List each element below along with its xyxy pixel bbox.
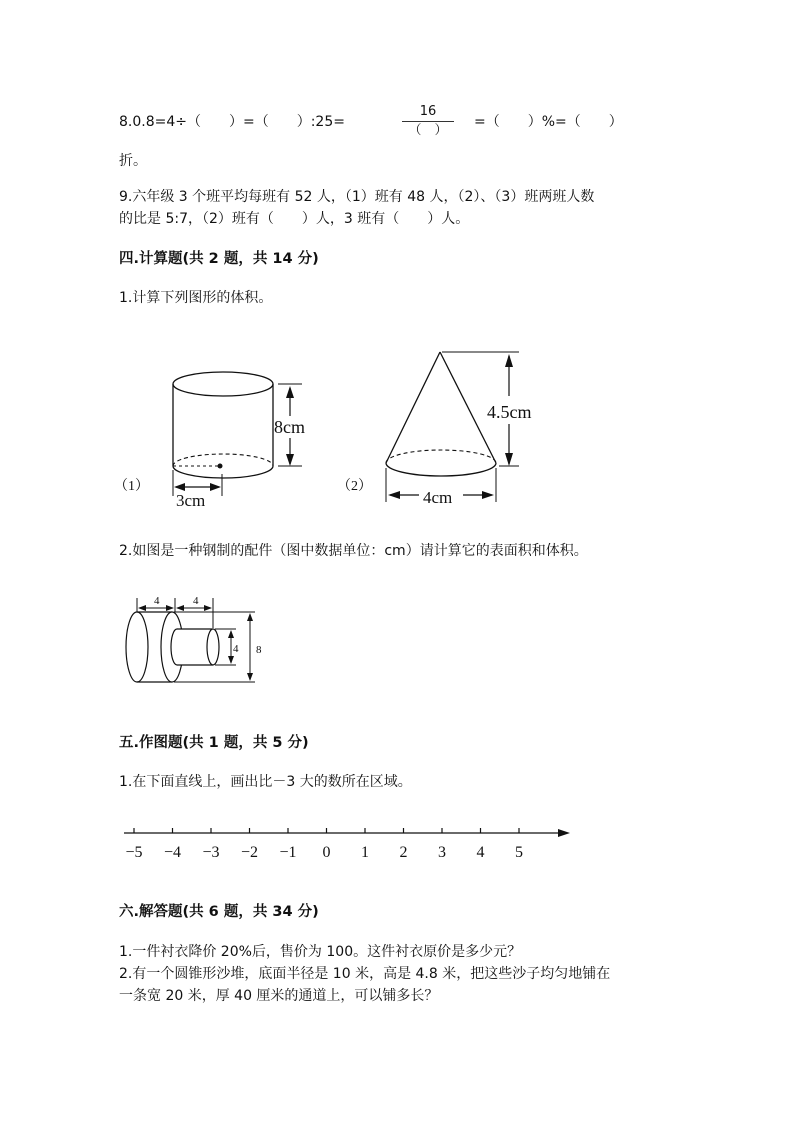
number-line-label: −5 [125, 844, 143, 861]
q8-fraction-bar [402, 121, 454, 122]
sec4-q2-text: 2.如图是一种钢制的配件（图中数据单位：cm）请计算它的表面积和体积。 [119, 543, 588, 559]
cone-height-arrowhead-down [505, 453, 513, 466]
dim-outer-arrowhead-top [247, 613, 253, 621]
section-heading-calculation: 四.计算题(共 2 题，共 14 分) [119, 251, 319, 267]
number-line-label: −3 [202, 844, 220, 861]
dim-arrowhead-1a [138, 605, 146, 611]
cone-diameter-label: 4cm [423, 488, 453, 507]
figure-2-label: （2） [337, 479, 372, 494]
cylinder-radius-arrowhead-left [174, 483, 185, 491]
number-line-label: 0 [322, 844, 331, 861]
cone-base-front [386, 463, 496, 476]
number-line-label: 3 [438, 844, 446, 861]
sec6-q2-line2: 一条宽 20 米，厚 40 厘米的通道上，可以铺多长？ [119, 988, 439, 1004]
q8-fraction-denominator: （ ） [408, 123, 448, 138]
cylinder-top-ellipse [173, 372, 273, 396]
steel-part-figure [118, 590, 278, 695]
dim-label-outer: 8 [256, 644, 262, 656]
number-line-label: −4 [163, 844, 182, 861]
number-line-label: −1 [279, 844, 297, 861]
cylinder-bottom-back [173, 454, 273, 466]
sec6-q2-line1: 2.有一个圆锥形沙堆，底面半径是 10 米，高是 4.8 米，把这些沙子均匀地铺在 [119, 966, 611, 982]
cylinder-bottom-front [173, 466, 273, 478]
q9-line2: 的比是 5:7，（2）班有（ ）人，3 班有（ ）人。 [119, 211, 470, 227]
inner-cylinder-right-face [207, 629, 219, 665]
sec6-q1-text: 1.一件衬衣降价 20%后，售价为 100。这件衬衣原价是多少元？ [119, 944, 522, 960]
cylinder-height-label: 8cm [274, 417, 305, 437]
number-line-label: −2 [240, 844, 259, 861]
cylinder-center-dot [218, 464, 223, 469]
number-line [118, 820, 578, 870]
cone-figure [335, 340, 565, 510]
number-line-label: 1 [361, 844, 369, 861]
cylinder-radius-label: 3cm [176, 491, 206, 510]
sec5-q1-text: 1.在下面直线上，画出比－3 大的数所在区域。 [119, 774, 412, 790]
cone-diameter-arrowhead-left [388, 491, 400, 499]
q8-line1 [119, 111, 345, 131]
dim-inner-arrowhead-top [228, 630, 234, 638]
dim-arrowhead-1b [166, 605, 174, 611]
dim-label-top-2: 4 [193, 595, 199, 607]
q8-fraction [402, 104, 454, 139]
q9-line1: 9.六年级 3 个班平均每班有 52 人，（1）班有 48 人，（2）、（3）班两班人数 [119, 189, 595, 205]
q8-part2: =（ ）%=（ ） [474, 114, 623, 130]
q8-part1: 8.0.8=4÷（ ）=（ ）:25= [119, 114, 345, 130]
figure-1-label: （1） [114, 479, 149, 494]
cone-height-arrowhead-up [505, 354, 513, 367]
cylinder-figure [110, 360, 330, 510]
dim-arrowhead-2b [204, 605, 212, 611]
q8-fraction-numerator: 16 [419, 104, 437, 119]
dim-label-top-1: 4 [154, 595, 160, 607]
cone-diameter-arrowhead-right [482, 491, 494, 499]
cone-left-side [386, 352, 440, 463]
dim-outer-arrowhead-bottom [247, 673, 253, 681]
number-line-label: 2 [399, 844, 408, 861]
sec4-q1-text: 1.计算下列图形的体积。 [119, 290, 273, 306]
section-heading-drawing: 五.作图题(共 1 题，共 5 分) [119, 735, 309, 751]
dim-arrowhead-2a [176, 605, 184, 611]
section-heading-answers: 六.解答题(共 6 题，共 34 分) [119, 904, 319, 920]
cylinder-height-arrowhead-up [286, 386, 294, 398]
number-line-label: 4 [476, 844, 485, 861]
number-line-arrowhead [558, 829, 570, 837]
number-line-label: 5 [515, 844, 523, 861]
cylinder-radius-arrowhead-right [210, 483, 221, 491]
cone-height-label: 4.5cm [487, 402, 532, 422]
cylinder-height-arrowhead-down [286, 454, 294, 466]
dim-label-inner: 4 [233, 643, 239, 655]
outer-cylinder-left-face [126, 612, 148, 682]
dim-inner-arrowhead-bottom [228, 656, 234, 664]
cone-base-back [386, 450, 496, 463]
q8-continuation: 折。 [119, 153, 147, 169]
